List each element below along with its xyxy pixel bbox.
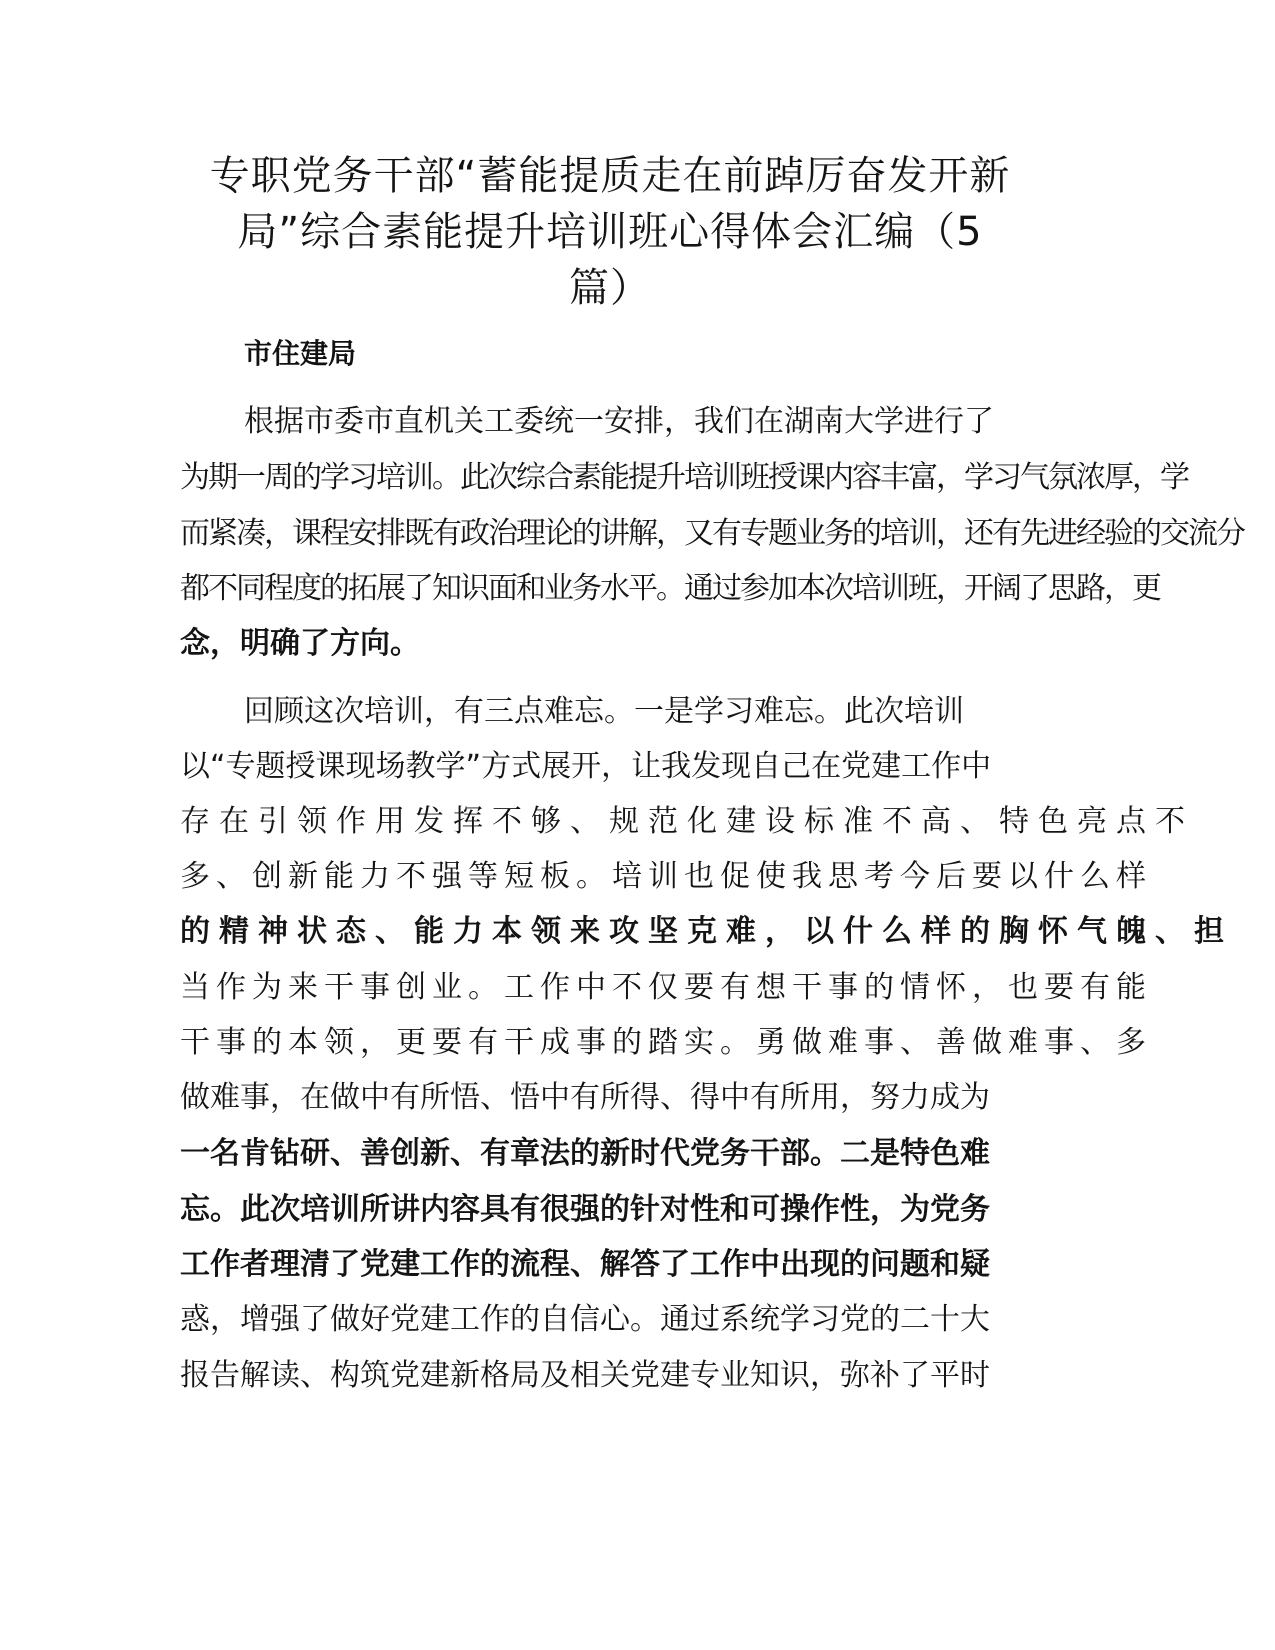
paragraph-1-line-2: 为期一周的学习培训。此次综合素能提升培训班授课内容丰富，学习气氛浓厚，学: [180, 460, 1188, 495]
document-title: [150, 148, 1070, 316]
paragraph-2-line-10: 忘。此次培训所讲内容具有很强的针对性和可操作性，为党务: [180, 1192, 990, 1227]
paragraph-2-line-3: 存在引领作用发挥不够、规范化建设标准不高、特色亮点不: [180, 804, 1194, 839]
paragraph-2-line-7: 干事的本领，更要有干成事的踏实。勇做难事、善做难事、多: [180, 1025, 1152, 1060]
paragraph-2-line-13: 报告解读、构筑党建新格局及相关党建专业知识，弥补了平时: [180, 1358, 990, 1393]
paragraph-2-line-2: 以“专题授课现场教学”方式展开，让我发现自己在党建工作中: [180, 749, 992, 784]
title-line-1: 专职党务干部“蓄能提质走在前踔厉奋发开新: [209, 153, 1011, 199]
paragraph-2-line-1: 回顾这次培训，有三点难忘。一是学习难忘。此次培训: [244, 694, 964, 729]
paragraph-2-line-4: 多、创新能力不强等短板。培训也促使我思考今后要以什么样: [180, 859, 1152, 894]
paragraph-2-line-8: 做难事，在做中有所悟、悟中有所得、得中有所用，努力成为: [180, 1080, 990, 1115]
title-line-3: 篇）: [569, 265, 651, 311]
paragraph-2-line-6: 当作为来干事创业。工作中不仅要有想干事的情怀，也要有能: [180, 970, 1152, 1005]
paragraph-2-line-11: 工作者理清了党建工作的流程、解答了工作中出现的问题和疑: [180, 1247, 990, 1282]
paragraph-1-line-1: 根据市委市直机关工委统一安排，我们在湖南大学进行了: [244, 404, 994, 439]
paragraph-2-line-9: 一名肯钻研、善创新、有章法的新时代党务干部。二是特色难: [180, 1136, 990, 1171]
paragraph-1-line-5: 念，明确了方向。: [180, 626, 420, 661]
author-unit: 市住建局: [244, 337, 357, 370]
paragraph-1-line-3: 而紧凑，课程安排既有政治理论的讲解，又有专题业务的培训，还有先进经验的交流分: [180, 516, 1244, 551]
title-line-2: 局”综合素能提升培训班心得体会汇编（5: [237, 209, 983, 255]
paragraph-2-line-5: 的精神状态、能力本领来攻坚克难，以什么样的胸怀气魄、担: [180, 914, 1233, 949]
paragraph-2-line-12: 惑，增强了做好党建工作的自信心。通过系统学习党的二十大: [180, 1302, 990, 1337]
paragraph-1-line-4: 都不同程度的拓展了知识面和业务水平。通过参加本次培训班，开阔了思路，更: [180, 571, 1160, 606]
